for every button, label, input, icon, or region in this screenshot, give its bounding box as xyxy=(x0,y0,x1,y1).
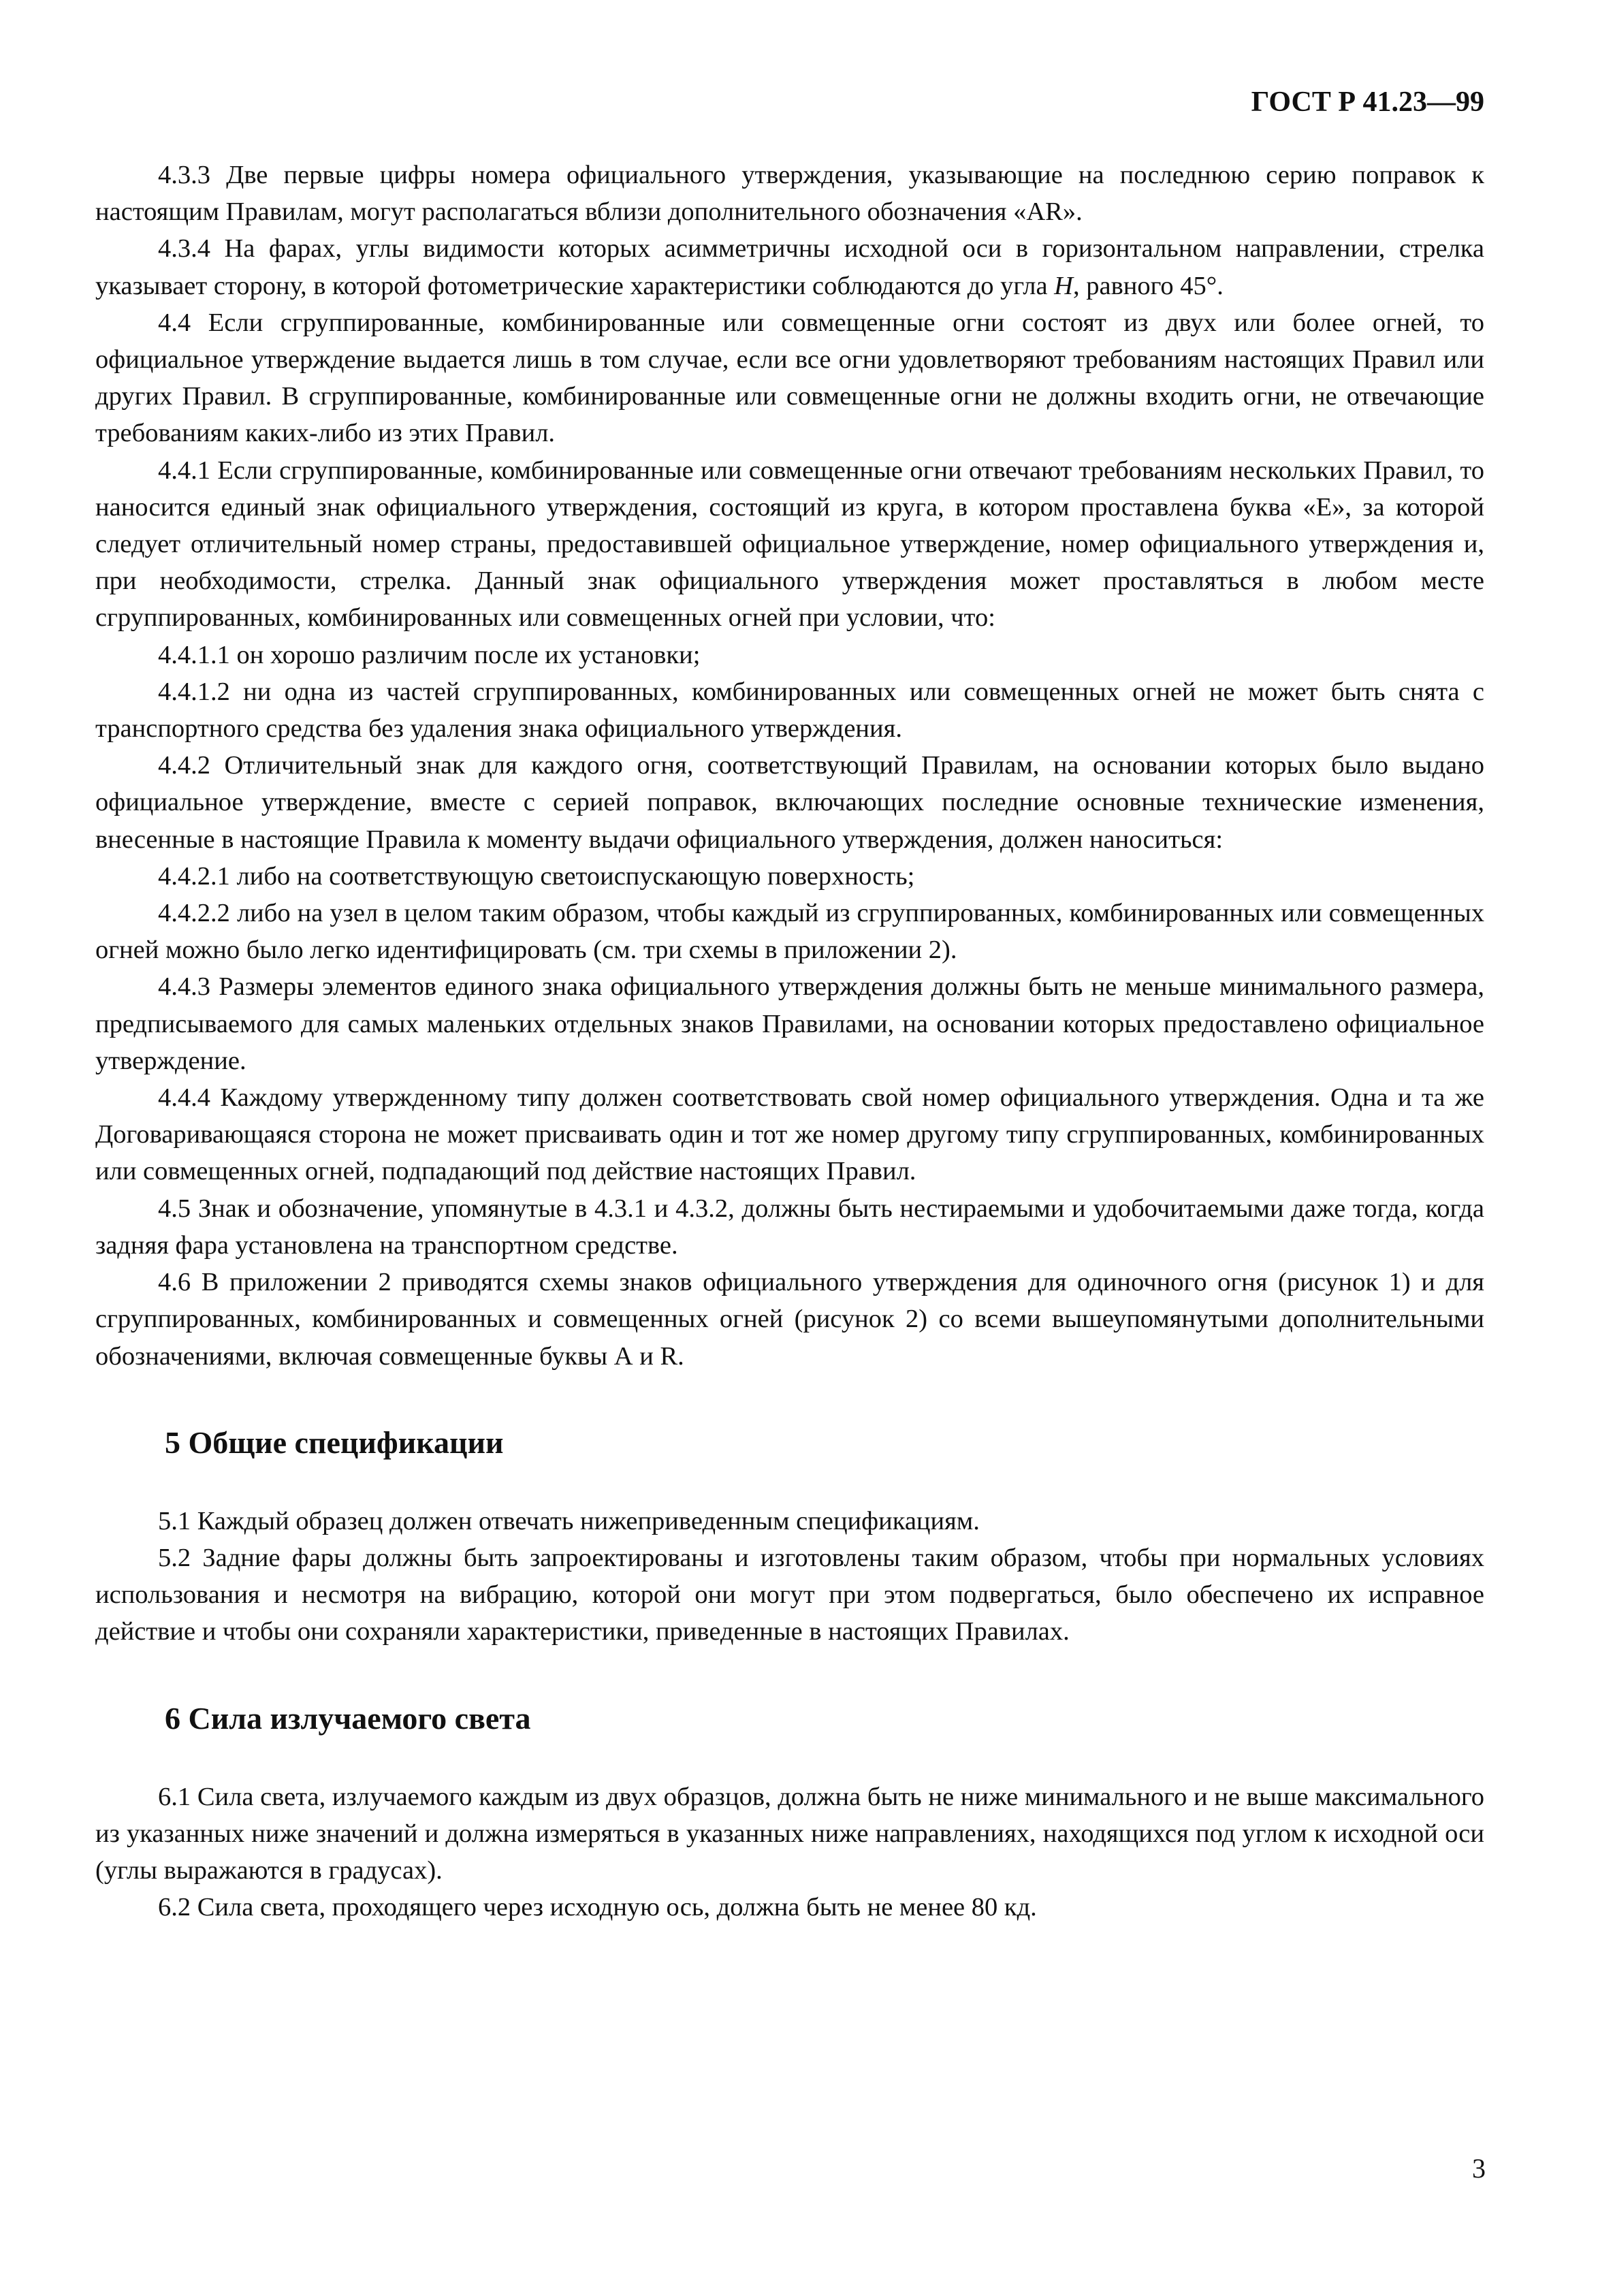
paragraph-4-6: 4.6 В приложении 2 приводятся схемы знаков официального утверждения для одиночного огня (рисунок 1) и для сгруппированных, комбинированных и совмещенных огней (рисунок 2) со всеми вышеупомянутыми дополнительными обозначениями, включая совмещенные буквы А и R. xyxy=(95,1268,1484,1371)
document-page xyxy=(95,82,1484,1926)
paragraph-4-4-2-1: 4.4.2.1 либо на соответствующую светоиспускающую поверхность; xyxy=(158,861,915,891)
angle-variable: H xyxy=(1054,271,1073,300)
section-5-title: 5 Общие спецификации xyxy=(165,1424,504,1460)
paragraph-4-3-3: 4.3.3 Две первые цифры номера официального утверждения, указывающие на последнюю серию поправок к настоящим Правилам, могут располагаться вблизи дополнительного обозначения «AR». xyxy=(95,161,1484,227)
paragraph-5-1: 5.1 Каждый образец должен отвечать нижеприведенным спецификациям. xyxy=(158,1506,980,1535)
paragraph-5-2: 5.2 Задние фары должны быть запроектированы и изготовлены таким образом, чтобы при нормальных условиях использования и несмотря на вибрацию, которой они могут при этом подвергаться, было обеспечено их исправное действие и чтобы они сохраняли характеристики, приведенные в настоящих Правилах. xyxy=(95,1543,1484,1646)
paragraph-6-1: 6.1 Сила света, излучаемого каждым из двух образцов, должна быть не ниже минимального и не выше максимального из указанных ниже значений и должна измеряться в указанных ниже направлениях, находящихся под углом к исходной оси (углы выражаются в градусах). xyxy=(95,1782,1484,1885)
paragraph-4-5: 4.5 Знак и обозначение, упомянутые в 4.3.1 и 4.3.2, должны быть нестираемыми и удобочитаемыми даже тогда, когда задняя фара установлена на транспортном средстве. xyxy=(95,1194,1484,1260)
paragraph-4-4-2: 4.4.2 Отличительный знак для каждого огня, соответствующий Правилам, на основании которых было выдано официальное утверждение, вместе с серией поправок, включающих последние основные технические изменения, внесенные в настоящие Правила к моменту выдачи официального утверждения, должен наноситься: xyxy=(95,751,1484,854)
document-code-header: ГОСТ Р 41.23—99 xyxy=(1251,86,1484,118)
section-6-title: 6 Сила излучаемого света xyxy=(165,1700,531,1736)
paragraph-4-3-4 xyxy=(95,230,1484,304)
paragraph-4-4-3: 4.4.3 Размеры элементов единого знака официального утверждения должны быть не меньше минимального размера, предписываемого для самых маленьких отдельных знаков Правилами, на основании которых предоставлено официальное утверждение. xyxy=(95,972,1484,1075)
paragraph-4-4: 4.4 Если сгруппированные, комбинированные или совмещенные огни состоят из двух или более огней, то официальное утверждение выдается лишь в том случае, если все огни удовлетворяют требованиям настоящих Правил или других Правил. В сгруппированные, комбинированные или совмещенные огни не должны входить огни, не отвечающие требованиям каких-либо из этих Правил. xyxy=(95,308,1484,448)
paragraph-4-3-4-text: 4.3.4 На фарах, углы видимости которых асимметричны исходной оси в горизонтальном направлении, стрелка указывает сторону, в которой фотометрические характеристики соблюдаются до угла xyxy=(95,234,1484,300)
paragraph-4-4-2-2: 4.4.2.2 либо на узел в целом таким образом, чтобы каждый из сгруппированных, комбинированных или совмещенных огней можно было легко идентифицировать (см. три схемы в приложении 2). xyxy=(95,899,1484,965)
paragraph-4-4-1-1: 4.4.1.1 он хорошо различим после их установки; xyxy=(158,640,701,669)
paragraph-6-2: 6.2 Сила света, проходящего через исходную ось, должна быть не менее 80 кд. xyxy=(158,1893,1037,1922)
angle-value: , равного 45°. xyxy=(1072,271,1224,300)
paragraph-4-4-4: 4.4.4 Каждому утвержденному типу должен соответствовать свой номер официального утверждения. Одна и та же Договаривающаяся сторона не может присваивать один и тот же номер другому типу сгруппированных, комбинированных или совмещенных огней, подпадающий под действие настоящих Правил. xyxy=(95,1083,1484,1186)
paragraph-4-4-1: 4.4.1 Если сгруппированные, комбинированные или совмещенные огни отвечают требованиям нескольких Правил, то наносится единый знак официального утверждения, состоящий из круга, в котором проставлена буква «Е», за которой следует отличительный номер страны, предоставившей официальное утверждение, номер официального утверждения и, при необходимости, стрелка. Данный знак официального утверждения может проставляться в любом месте сгруппированных, комбинированных или совмещенных огней при условии, что: xyxy=(95,456,1484,633)
paragraph-4-4-1-2: 4.4.1.2 ни одна из частей сгруппированных, комбинированных или совмещенных огней не может быть снята с транспортного средства без удаления знака официального утверждения. xyxy=(95,677,1484,744)
page-number: 3 xyxy=(1472,2153,1486,2184)
